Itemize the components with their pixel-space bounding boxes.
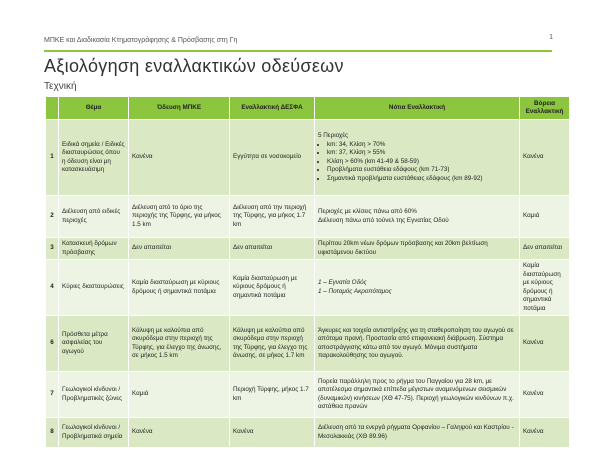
cell-north: Καμιά (520, 196, 570, 238)
comparison-table (45, 96, 570, 448)
table-row (46, 238, 570, 260)
cell-desfa: Περιοχή Τύρφης, μήκος 1.7 km (230, 372, 315, 418)
cell-south (315, 418, 520, 448)
cell-north: Κανένα (520, 372, 570, 418)
cell-topic: Διέλευση από ειδικές περιοχές (59, 196, 129, 238)
cell-south (315, 238, 520, 260)
list-item: • Κλίση > 60% (km 41-49 & 58-59) (327, 158, 516, 167)
cell-desfa: Κάλυψη με καλούπια από σκυρόδεμα στην περιοχή της Τύρφης, για έλεγχο της άνωσης, σε μήκος 1.7 km (230, 316, 315, 372)
list-item: • km: 37, Κλίση > 55% (327, 149, 516, 158)
cell-mpke: Κανένα (129, 418, 230, 448)
south-line: Διέλευση πάνω από τούνελ της Εγνατίας Οδού (318, 216, 449, 224)
cell-topic: Πρόσθετα μέτρα ασφαλείας του αγωγού (59, 316, 129, 372)
south-bullet-list (318, 141, 516, 184)
table-header-row (46, 97, 570, 120)
row-number: 1 (46, 120, 59, 196)
table-row (46, 120, 570, 196)
row-number: 3 (46, 238, 59, 260)
cell-topic: Γεωλογικοί κίνδυνοι / Προβληματικά σημεία (59, 418, 129, 448)
row-number: 2 (46, 196, 59, 238)
cell-desfa: Καμία διασταύρωση με κύριους δρόμους ή σημαντικά ποτάμια (230, 260, 315, 316)
cell-mpke: Καμιά (129, 372, 230, 418)
col-header-south: Νότια Εναλλακτική (315, 97, 520, 120)
cell-south (315, 316, 520, 372)
cell-north: Κανένα (520, 418, 570, 448)
south-intro: 5 Περιοχές (318, 132, 349, 139)
row-number: 4 (46, 260, 59, 316)
south-line: Περιοχές με κλίσεις πάνω από 60% (318, 208, 417, 215)
south-line: Πορεία παράλληλη προς το ρήγμα του Παγγαίου για 28 km, με αποτέλεσμα σημαντικά επίπεδα μέγιστων αναμενόμενων σεισμικών (δυναμικών) κινήσεων (ΧΘ 47-75). Περιοχή γεωλογικών κινδύνων π.χ. αστάθεια πρανών (318, 377, 514, 410)
cell-desfa: Διέλευση από την περιοχή της Τύρφης, για μήκος 1.7 km (230, 196, 315, 238)
south-line: 1 – Ποταμός Ακροπόταμος (318, 287, 392, 295)
col-header-north: Βόρεια Εναλλακτική (520, 97, 570, 120)
row-number: 8 (46, 418, 59, 448)
row-number: 7 (46, 372, 59, 418)
cell-topic: Κατασκευή δρόμων πρόσβασης (59, 238, 129, 260)
document-header: ΜΠΚΕ και Διαδικασία Κτηματογράφησης & Πρόσβασης στη Γη (44, 37, 238, 44)
slide-subtitle: Τεχνική (44, 81, 77, 92)
cell-desfa: Δεν απαιτείται (230, 238, 315, 260)
cell-south (315, 260, 520, 316)
cell-south (315, 196, 520, 238)
table-row (46, 418, 570, 448)
slide-title: Αξιολόγηση εναλλακτικών οδεύσεων (44, 56, 344, 76)
cell-mpke: Καμία διασταύρωση με κύριους δρόμους ή σημαντικά ποτάμια (129, 260, 230, 316)
cell-topic: Ειδικά σημεία / Ειδικές διασταυρώσεις όπου η όδευση είναι μη κατασκευάσιμη (59, 120, 129, 196)
list-item: • km: 34, Κλίση > 70% (327, 141, 516, 150)
table-row (46, 260, 570, 316)
table-row (46, 372, 570, 418)
cell-north: Δεν απαιτείται (520, 238, 570, 260)
table-row (46, 316, 570, 372)
cell-mpke: Κανένα (129, 120, 230, 196)
cell-desfa: Εγγύτητα σε νοσοκομείο (230, 120, 315, 196)
cell-north: Κανένα (520, 120, 570, 196)
cell-desfa: Κανένα (230, 418, 315, 448)
cell-south (315, 372, 520, 418)
list-item: • Σημαντικά προβλήματα ευστάθειας εδάφους (km 89-92) (327, 175, 516, 184)
header-divider (44, 50, 552, 52)
col-header-desfa: Εναλλακτική ΔΕΣΦΑ (230, 97, 315, 120)
cell-mpke: Δεν απαιτείται (129, 238, 230, 260)
page-number: 1 (549, 34, 553, 41)
south-line: 1 – Εγνατία Οδός (318, 279, 367, 286)
south-line: Περίπου 20km νέων δρόμων πρόσβασης και 20km βελτίωση υφιστάμενου δικτύου (318, 240, 488, 256)
col-header-topic: Θέμα (59, 97, 129, 120)
col-header-mpke: Όδευση ΜΠΚΕ (129, 97, 230, 120)
cell-mpke: Διέλευση από το όριο της περιοχής της Τύρφης, για μήκος 1.5 km (129, 196, 230, 238)
south-line: Άγκυρες και τοιχεία αντιστήριξης για τη σταθεροποίηση του αγωγού σε απότομα πρανή. Προστασία από επιφανειακή διάβρωση. Σύστημα αποστράγγισης κάτω από τον αγωγό. Μόνιμα συστήματα παρακολούθησης του αγωγού. (318, 326, 514, 359)
cell-mpke: Κάλυψη με καλούπια από σκυρόδεμα στην περιοχή της Τύρφης, για έλεγχο της άνωσης, σε μήκος 1.5 km (129, 316, 230, 372)
col-header-number (46, 97, 59, 120)
row-number: 6 (46, 316, 59, 372)
cell-north: Κανένα (520, 316, 570, 372)
list-item: • Προβλήματα ευστάθεια εδάφους (km 71-73) (327, 166, 516, 175)
cell-north: Καμία διασταύρωση με κύριους δρόμους ή σημαντικά ποτάμια (520, 260, 570, 316)
south-line: Διέλευση από τα ενεργά ρήγματα Ορφανίου – Γαληψού και Καστρίου - Μεσολακκιάς (ΧΘ 89.96) (318, 424, 514, 440)
cell-topic: Κύριες διασταυρώσεις (59, 260, 129, 316)
cell-south (315, 120, 520, 196)
table-row (46, 196, 570, 238)
cell-topic: Γεωλογικοί κίνδυνοι / Προβληματικές ζώνες (59, 372, 129, 418)
